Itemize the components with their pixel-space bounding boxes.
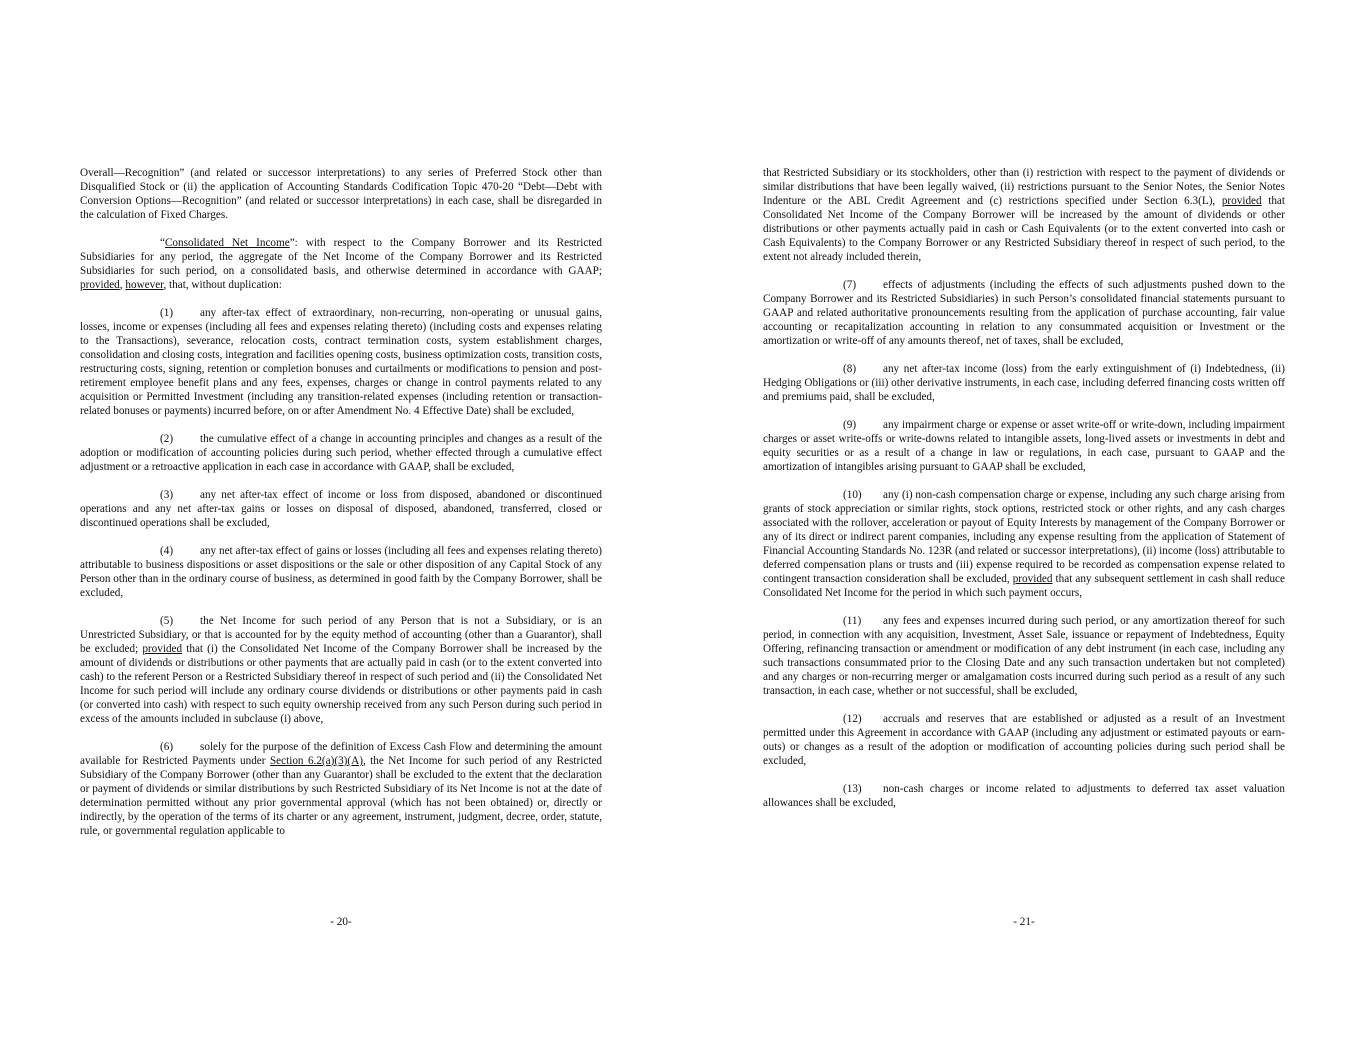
clause-text: any net after-tax income (loss) from the early extinguishment of (i) Indebtedness, (ii) Hedging Obligations or (iii) other derivative instruments, in each case, including deferred financing costs written off and premiums paid, shall be excluded, (763, 363, 1285, 403)
clause-text: any fees and expenses incurred during such period, or any amortization thereof for such period, in connection with any acquisition, Investment, Asset Sale, issuance or repayment of Indebtedness, Equity Offering, refinancing transaction or amendment or modification of any debt instrument (in each case, including any such transactions consummated prior to the Closing Date and any such transaction undertaken but not completed) and any charges or non-recurring merger or amalgamation costs incurred during such period as a result of any such transaction, in each case, whether or not successful, shall be excluded, (763, 615, 1285, 697)
clause-11 (763, 614, 1285, 698)
clause-number: (1) (160, 307, 174, 319)
clause-number: (10) (843, 489, 862, 501)
clause-number: (4) (160, 545, 174, 557)
clause-number: (3) (160, 489, 174, 501)
clause-text: any (i) non-cash compensation charge or expense, including any such charge arising from grants of stock appreciation or similar rights, stock options, restricted stock or other rights, and any cash charges associated with the rollover, acceleration or payout of Equity Interests by management of the Company Borrower or any of its direct or indirect parent companies, including any expense resulting from the application of Statement of Financial Accounting Standards No. 123R (and related or successor interpretations), (ii) income (loss) attributable to deferred compensation plans or trusts and (iii) expense required to be recorded as compensation expense related to contingent transaction consideration shall be excluded, (763, 489, 1285, 585)
clause-number: (9) (843, 419, 857, 431)
clause-9 (763, 418, 1285, 474)
left-page (0, 0, 682, 1055)
continuation-paragraph (80, 166, 602, 222)
provided-term: provided (1012, 573, 1053, 585)
clause-text-continued: , the Net Income for such period of any Restricted Subsidiary of the Company Borrower (other than any Guarantor) shall be excluded to the extent that the declaration or payment of dividends or similar distributions by such Restricted Subsidiary of its Net Income is not at the date of determination permitted without any prior governmental approval (which has not been obtained) or, directly or indirectly, by the operation of the terms of its charter or any agreement, instrument, judgment, decree, order, statute, rule, or governmental regulation applicable to (80, 755, 602, 837)
clause-3 (80, 488, 602, 530)
clause-6 (80, 740, 602, 838)
paragraph-text-continued: that Consolidated Net Income of the Company Borrower will be increased by the amount of dividends or other distributions or other payments actually paid in cash or Cash Equivalents (or to the extent converted into cash or Cash Equivalents) to the Company Borrower or any Restricted Subsidiary thereof in respect of such period, to the extent not already included therein, (763, 195, 1285, 263)
paragraph-text: Overall—Recognition” (and related or successor interpretations) to any series of Preferred Stock other than Disqualified Stock or (ii) the application of Accounting Standards Codification Topic 470-20 “Debt—Debt with Conversion Options—Recognition” (and related or successor interpretations) in each case, shall be disregarded in the calculation of Fixed Charges. (80, 167, 602, 221)
paragraph-text: that Restricted Subsidiary or its stockholders, other than (i) restriction with respect to the payment of dividends or similar distributions that have been legally waived, (ii) restrictions pursuant to the Senior Notes, the Senior Notes Indenture or the ABL Credit Agreement and (c) restrictions specified under Section 6.3(L), (763, 167, 1285, 207)
provided-term: provided (80, 279, 120, 291)
clause-text: any impairment charge or expense or asset write-off or write-down, including impairment charges or asset write-offs or write-downs related to intangible assets, long-lived assets or investments in debt and equity securities or as a result of a change in law or regulations, in each case, pursuant to GAAP and the amortization of intangibles arising pursuant to GAAP shall be excluded, (763, 419, 1285, 473)
clause-number: (13) (843, 783, 862, 795)
clause-number: (11) (843, 615, 862, 627)
clause-10 (763, 488, 1285, 600)
page-number: - 21- (1013, 916, 1035, 928)
clause-text: accruals and reserves that are established or adjusted as a result of an Investment permitted under this Agreement in accordance with GAAP (including any adjustment or estimated payouts or earn-outs) or changes as a result of the adoption or modification of accounting policies during such period shall be excluded, (763, 713, 1285, 767)
clause-text: solely for the purpose of the definition of Excess Cash Flow and determining the amount available for Restricted Payments under (80, 741, 602, 767)
section-reference: Section 6.2(a)(3)(A) (269, 755, 363, 767)
clause-7 (763, 278, 1285, 348)
open-quote: “ (160, 237, 165, 249)
clause-text: effects of adjustments (including the effects of such adjustments pushed down to the Company Borrower and its Restricted Subsidiaries) in such Person’s consolidated financial statements pursuant to GAAP and related authoritative pronouncements resulting from the application of purchase accounting, fair value accounting or recapitalization accounting in relation to any consummated acquisition or Investment or the amortization or write-off of any amounts thereof, net of taxes, shall be excluded, (763, 279, 1285, 347)
clause-5 (80, 614, 602, 726)
left-page-content (80, 166, 602, 852)
clause-text: any net after-tax effect of gains or losses (including all fees and expenses relating thereto) attributable to business dispositions or asset dispositions or the sale or other disposition of any Capital Stock of any Person other than in the ordinary course of business, as determined in good faith by the Company Borrower, shall be excluded, (80, 545, 602, 599)
provided-term: provided (142, 643, 183, 655)
however-term: however (125, 279, 164, 291)
right-page-content (763, 166, 1285, 824)
clause-text: the cumulative effect of a change in accounting principles and changes as a result of the adoption or modification of accounting policies during such period, whether effected through a cumulative effect adjustment or a retroactive application in each case in accordance with GAAP, shall be excluded, (80, 433, 602, 473)
clause-text: any after-tax effect of extraordinary, non-recurring, non-operating or unusual gains, losses, income or expenses (including all fees and expenses relating thereto) (including costs and expenses relating to the Transactions), severance, relocation costs, contract termination costs, system establishment charges, consolidation and closing costs, integration and facilities opening costs, business optimization costs, transition costs, restructuring costs, signing, retention or completion bonuses and curtailments or modifications to pension and post-retirement employee benefit plans and any fees, expenses, charges or change in control payments related to any acquisition or Permitted Investment (including any transition-related expenses (including retention or transaction-related bonuses or payments) incurred before, on or after Amendment No. 4 Effective Date) shall be excluded, (80, 307, 602, 417)
definition-consolidated-net-income (80, 236, 602, 292)
right-page (683, 0, 1365, 1055)
clause-2 (80, 432, 602, 474)
comma: , (119, 279, 126, 291)
clause-number: (7) (843, 279, 857, 291)
continuation-paragraph (763, 166, 1285, 264)
clause-number: (12) (843, 713, 862, 725)
page-number: - 20- (330, 916, 352, 928)
clause-text: non-cash charges or income related to adjustments to deferred tax asset valuation allowances shall be excluded, (763, 783, 1285, 809)
clause-13 (763, 782, 1285, 810)
clause-number: (5) (160, 615, 174, 627)
clause-1 (80, 306, 602, 418)
clause-text-continued: that (i) the Consolidated Net Income of the Company Borrower shall be increased by the amount of dividends or distributions or other payments that are actually paid in cash (or to the extent converted into cash) to the referent Person or a Restricted Subsidiary thereof in respect of such period and (ii) the Consolidated Net Income for such period will include any ordinary course dividends or distributions or other payments paid in cash (or converted into cash) with respect to such equity ownership received from any such Person during such period in excess of the amounts included in subclause (i) above, (80, 643, 602, 725)
defined-term: Consolidated Net Income (164, 237, 290, 249)
provided-term: provided (1221, 195, 1262, 207)
definition-text-end: , that, without duplication: (163, 279, 282, 291)
clause-text: the Net Income for such period of any Person that is not a Subsidiary, or is an Unrestricted Subsidiary, or that is accounted for by the equity method of accounting (other than a Guarantor), shall be excluded; (80, 615, 602, 655)
clause-text-continued: that any subsequent settlement in cash shall reduce Consolidated Net Income for the period in which such payment occurs, (763, 573, 1285, 599)
clause-8 (763, 362, 1285, 404)
clause-text: any net after-tax effect of income or loss from disposed, abandoned or discontinued operations and any net after-tax gains or losses on disposal of disposed, abandoned, transferred, closed or discontinued operations shall be excluded, (80, 489, 602, 529)
definition-text: ”: with respect to the Company Borrower and its Restricted Subsidiaries for any period, the aggregate of the Net Income of the Company Borrower and its Restricted Subsidiaries for such period, on a consolidated basis, and otherwise determined in accordance with GAAP; (80, 237, 602, 277)
clause-12 (763, 712, 1285, 768)
clause-4 (80, 544, 602, 600)
clause-number: (8) (843, 363, 857, 375)
clause-number: (6) (160, 741, 174, 753)
clause-number: (2) (160, 433, 174, 445)
